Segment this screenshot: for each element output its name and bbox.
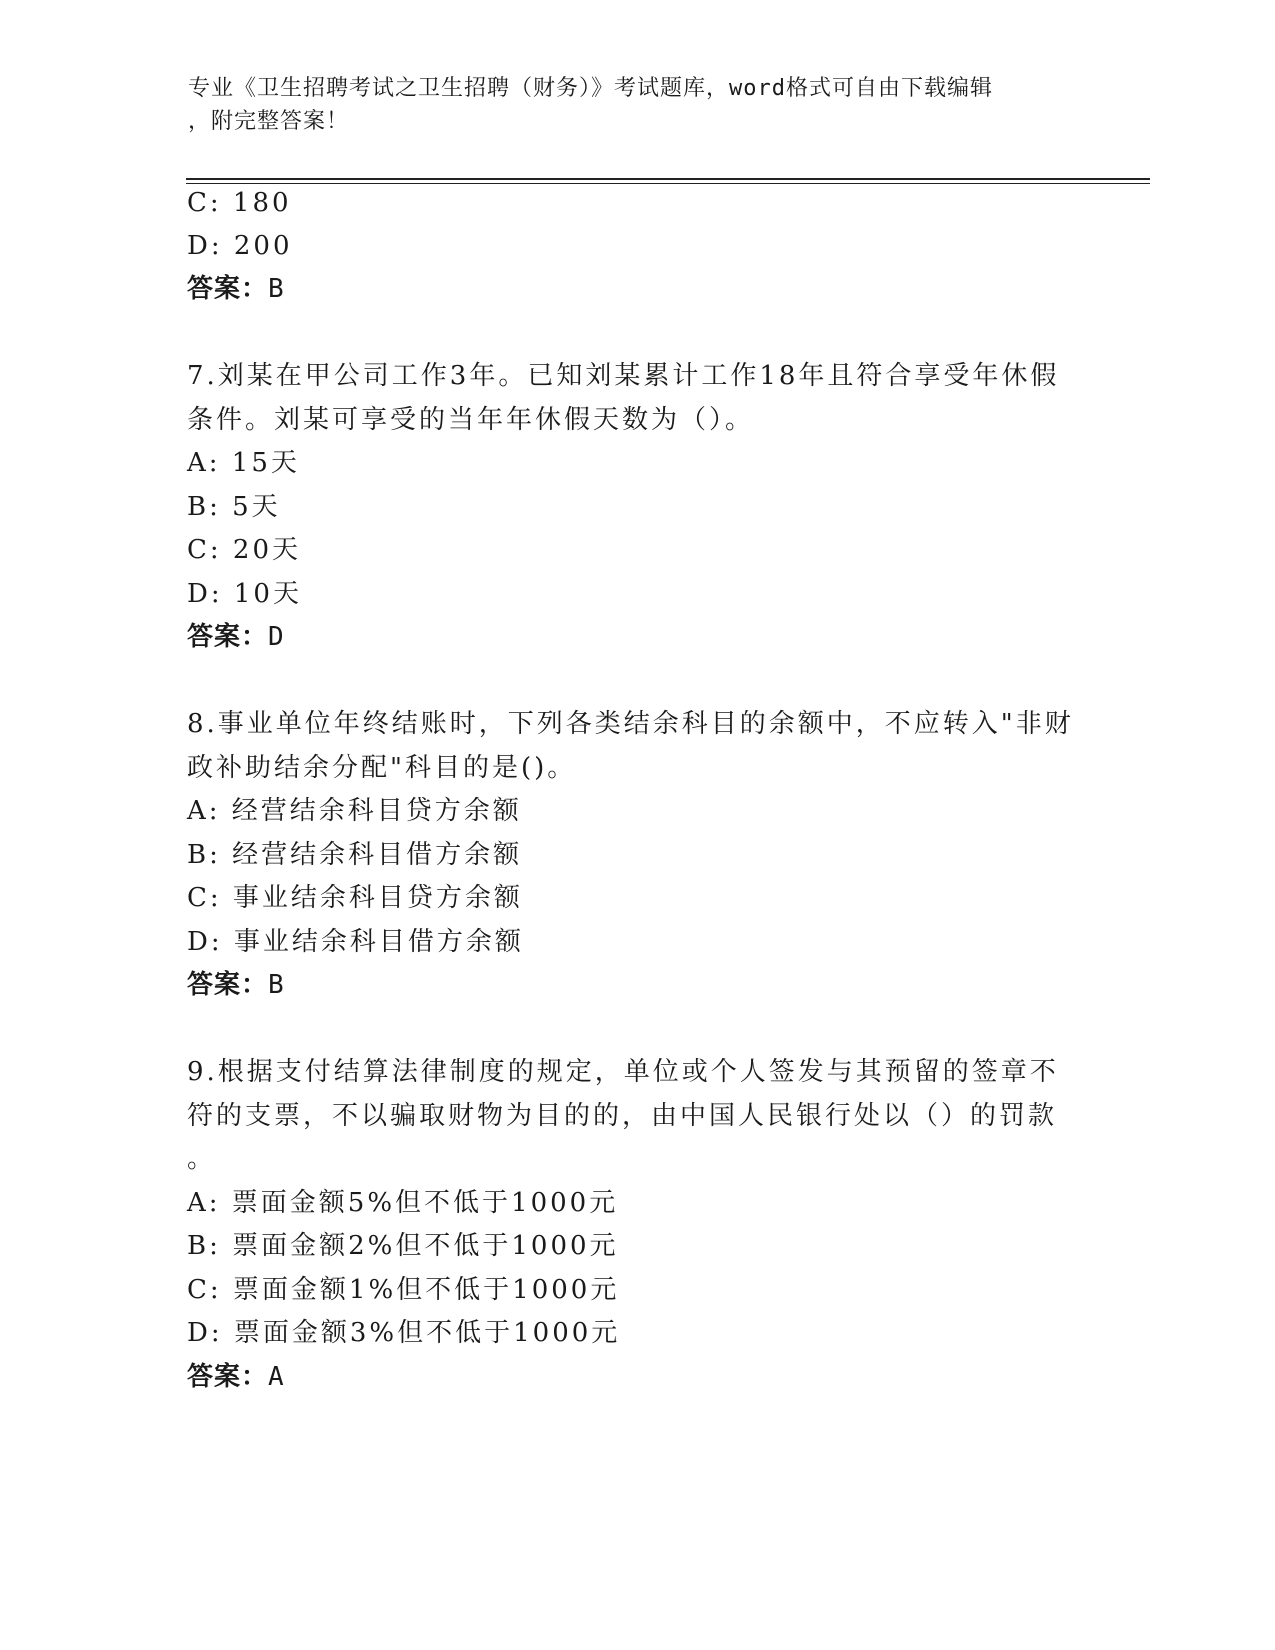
option-a: A: 15天 (187, 448, 300, 478)
answer-value: D (268, 622, 285, 652)
answer-value: B (268, 274, 285, 304)
option-c: C: 票面金额1%但不低于1000元 (187, 1275, 620, 1305)
answer-value: A (268, 1362, 285, 1392)
answer-line (187, 622, 285, 652)
header-line-2: ，附完整答案！ (188, 109, 350, 134)
question-stem: 8.事业单位年终结账时，下列各类结余科目的余额中，不应转入"非财 (187, 709, 1074, 739)
question-stem: 符的支票，不以骗取财物为目的的，由中国人民银行处以（）的罚款 (187, 1101, 1058, 1131)
answer-line (187, 274, 285, 304)
option-d: D: 事业结余科目借方余额 (187, 927, 524, 957)
option-a: A: 经营结余科目贷方余额 (187, 796, 522, 826)
answer-label: 答案： (187, 622, 269, 652)
question-stem: 政补助结余分配"科目的是()。 (187, 753, 577, 783)
answer-label: 答案： (187, 274, 269, 304)
answer-line (187, 970, 285, 1000)
header-line-1: 专业《卫生招聘考试之卫生招聘（财务）》考试题库，word格式可自由下载编辑 (188, 76, 993, 101)
option-d: D: 票面金额3%但不低于1000元 (187, 1318, 621, 1348)
document-header (188, 72, 1068, 138)
answer-value: B (268, 970, 285, 1000)
question-stem: 7.刘某在甲公司工作3年。已知刘某累计工作18年且符合享受年休假 (187, 361, 1060, 391)
question-stem: 9.根据支付结算法律制度的规定，单位或个人签发与其预留的签章不 (187, 1057, 1059, 1087)
header-divider-thick (186, 178, 1150, 180)
option-b: B: 5天 (187, 492, 281, 522)
answer-line (187, 1362, 285, 1392)
option-d: D: 200 (187, 231, 293, 261)
answer-label: 答案： (187, 1362, 269, 1392)
header-divider-thin (186, 183, 1150, 184)
option-d: D: 10天 (187, 579, 302, 609)
question-stem: 。 (187, 1144, 217, 1174)
option-a: A: 票面金额5%但不低于1000元 (187, 1188, 619, 1218)
option-c: C: 20天 (187, 535, 302, 565)
option-b: B: 经营结余科目借方余额 (187, 840, 523, 870)
option-c: C: 事业结余科目贷方余额 (187, 883, 523, 913)
option-c: C: 180 (187, 188, 292, 218)
option-b: B: 票面金额2%但不低于1000元 (187, 1231, 619, 1261)
answer-label: 答案： (187, 970, 269, 1000)
question-stem: 条件。刘某可享受的当年年休假天数为（）。 (187, 405, 755, 435)
